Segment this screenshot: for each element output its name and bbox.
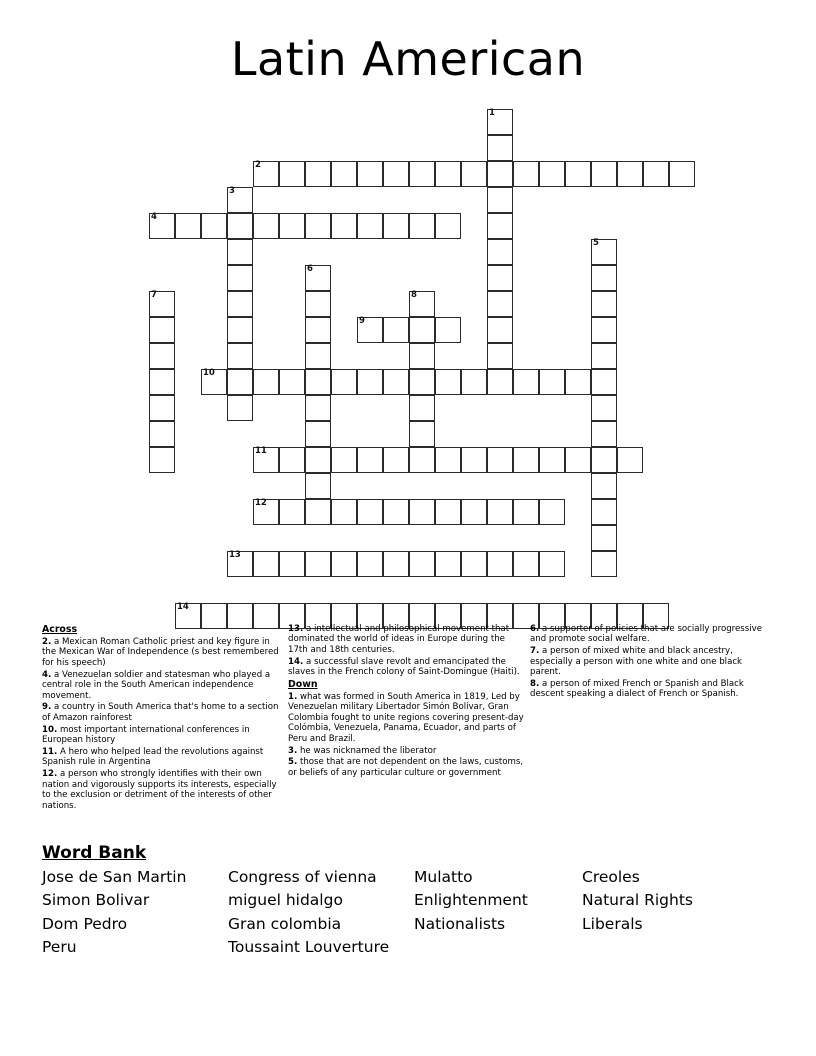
- cell-number: 2: [255, 160, 261, 170]
- crossword-cell[interactable]: [409, 447, 435, 473]
- crossword-cell[interactable]: [149, 395, 175, 421]
- crossword-cell[interactable]: [383, 499, 409, 525]
- crossword-cell[interactable]: [331, 213, 357, 239]
- crossword-cell[interactable]: [487, 265, 513, 291]
- crossword-cell[interactable]: [487, 187, 513, 213]
- crossword-cell[interactable]: [435, 317, 461, 343]
- cell-number: 6: [307, 264, 313, 274]
- clue-number: 3.: [288, 745, 298, 756]
- crossword-cell[interactable]: [617, 161, 643, 187]
- crossword-cell[interactable]: [357, 317, 383, 343]
- crossword-cell[interactable]: [227, 291, 253, 317]
- crossword-cell[interactable]: [201, 213, 227, 239]
- clue-text: what was formed in South America in 1819, Led by Venezuelan military Libertador Simón Bolívar, Gran Colombia fought to unite regions covering present-day Colómbia, Venezuela, Panama, Ecuador, and parts of Peru and Brazil.: [288, 692, 524, 744]
- crossword-cell[interactable]: [461, 551, 487, 577]
- clue-number: 4.: [42, 669, 52, 680]
- crossword-cell[interactable]: [227, 265, 253, 291]
- word-bank-word[interactable]: Peru: [42, 938, 77, 957]
- crossword-cell[interactable]: [617, 447, 643, 473]
- crossword-cell[interactable]: [435, 551, 461, 577]
- crossword-cell[interactable]: [253, 369, 279, 395]
- clues-column-1: [42, 624, 280, 813]
- cell-number: 11: [255, 446, 267, 456]
- crossword-cell[interactable]: [357, 447, 383, 473]
- crossword-cell[interactable]: [331, 551, 357, 577]
- crossword-cell[interactable]: [591, 395, 617, 421]
- crossword-cell[interactable]: [149, 369, 175, 395]
- crossword-cell[interactable]: [409, 369, 435, 395]
- clue-item: [288, 692, 526, 744]
- crossword-cell[interactable]: [513, 551, 539, 577]
- crossword-cell[interactable]: [331, 447, 357, 473]
- crossword-cell[interactable]: [383, 447, 409, 473]
- crossword-cell[interactable]: [513, 369, 539, 395]
- crossword-cell[interactable]: [227, 369, 253, 395]
- crossword-cell[interactable]: [435, 369, 461, 395]
- clue-number: 10.: [42, 724, 58, 735]
- clue-number: 8.: [530, 679, 540, 690]
- cell-number: 10: [203, 368, 215, 378]
- crossword-cell[interactable]: [591, 447, 617, 473]
- clue-item: [530, 624, 772, 645]
- crossword-cell[interactable]: [149, 447, 175, 473]
- crossword-cell[interactable]: [331, 499, 357, 525]
- crossword-cell[interactable]: [149, 421, 175, 447]
- crossword-cell[interactable]: [305, 447, 331, 473]
- clue-number: 13.: [288, 624, 304, 634]
- word-bank-column: [42, 866, 228, 960]
- crossword-cell[interactable]: [357, 369, 383, 395]
- crossword-cell[interactable]: [435, 447, 461, 473]
- crossword-cell[interactable]: [357, 551, 383, 577]
- word-bank-word[interactable]: Enlightenment: [414, 891, 528, 910]
- crossword-cell[interactable]: [305, 265, 331, 291]
- clue-text: a person of mixed white and black ancestry, especially a person with one white and one black parent.: [530, 646, 743, 678]
- clue-number: 7.: [530, 646, 540, 657]
- crossword-cell[interactable]: [591, 343, 617, 369]
- crossword-cell[interactable]: [305, 473, 331, 499]
- crossword-cell[interactable]: [539, 447, 565, 473]
- crossword-cell[interactable]: [513, 499, 539, 525]
- clue-item: [42, 702, 280, 723]
- clue-item: [42, 725, 280, 746]
- clue-item: [288, 624, 526, 655]
- crossword-cell[interactable]: [279, 161, 305, 187]
- down-heading: Down: [288, 679, 318, 691]
- crossword-cell[interactable]: [305, 421, 331, 447]
- crossword-cell[interactable]: [487, 447, 513, 473]
- crossword-cell[interactable]: [409, 291, 435, 317]
- crossword-cell[interactable]: [279, 551, 305, 577]
- cell-number: 5: [593, 238, 599, 248]
- crossword-cell[interactable]: [435, 499, 461, 525]
- crossword-cell[interactable]: [279, 447, 305, 473]
- crossword-cell[interactable]: [331, 369, 357, 395]
- crossword-cell[interactable]: [591, 317, 617, 343]
- crossword-cell[interactable]: [461, 161, 487, 187]
- clue-text: a Venezuelan soldier and statesman who played a central role in the South American independence movement.: [42, 669, 271, 701]
- crossword-cell[interactable]: [331, 161, 357, 187]
- clue-text: a person of mixed French or Spanish and Black descent speaking a dialect of French or Spanish.: [530, 679, 744, 700]
- crossword-cell[interactable]: [539, 551, 565, 577]
- cell-number: 9: [359, 316, 365, 326]
- crossword-cell[interactable]: [461, 499, 487, 525]
- crossword-cell[interactable]: [409, 343, 435, 369]
- word-bank-word[interactable]: Congress of vienna: [228, 868, 377, 886]
- crossword-cell[interactable]: [565, 369, 591, 395]
- crossword-cell[interactable]: [409, 213, 435, 239]
- crossword-cell[interactable]: [435, 213, 461, 239]
- crossword-cell[interactable]: [409, 499, 435, 525]
- crossword-cell[interactable]: [227, 239, 253, 265]
- clue-item: [288, 757, 526, 778]
- crossword-cell[interactable]: [149, 291, 175, 317]
- clue-item: [42, 747, 280, 768]
- crossword-cell[interactable]: [305, 161, 331, 187]
- word-bank-word[interactable]: miguel hidalgo: [228, 891, 343, 910]
- clue-text: a intellectual and philosophical movement that dominated the world of ideas in Europe during the 17th and 18th centuries.: [288, 624, 510, 655]
- crossword-cell[interactable]: [539, 369, 565, 395]
- word-bank-word[interactable]: Natural Rights: [582, 891, 693, 910]
- clue-number: 2.: [42, 637, 52, 647]
- crossword-cell[interactable]: [227, 395, 253, 421]
- word-bank-title: Word Bank: [42, 843, 147, 863]
- crossword-cell[interactable]: [227, 551, 253, 577]
- crossword-cell[interactable]: [591, 265, 617, 291]
- crossword-cell[interactable]: [383, 317, 409, 343]
- clue-number: 12.: [42, 769, 58, 780]
- crossword-cell[interactable]: [357, 499, 383, 525]
- crossword-cell[interactable]: [409, 161, 435, 187]
- crossword-cell[interactable]: [253, 499, 279, 525]
- clue-item: [288, 746, 526, 756]
- crossword-cell[interactable]: [149, 317, 175, 343]
- cell-number: 7: [151, 290, 157, 300]
- crossword-cell[interactable]: [513, 447, 539, 473]
- crossword-cell[interactable]: [591, 551, 617, 577]
- crossword-cell[interactable]: [591, 239, 617, 265]
- crossword-cell[interactable]: [409, 395, 435, 421]
- crossword-cell[interactable]: [279, 499, 305, 525]
- clue-text: he was nicknamed the liberator: [297, 745, 437, 756]
- word-bank-word[interactable]: Liberals: [582, 914, 643, 933]
- crossword-cell[interactable]: [487, 317, 513, 343]
- crossword-cell[interactable]: [279, 213, 305, 239]
- word-bank-column: [582, 866, 762, 936]
- clue-number: 14.: [288, 656, 304, 667]
- clue-text: a person who strongly identifies with their own nation and vigorously supports its interests, especially to the exclusion or detriment of the interests of other nations.: [42, 769, 277, 811]
- crossword-cell[interactable]: [227, 317, 253, 343]
- clue-text: a successful slave revolt and emancipated the slaves in the French colony of Saint-Domingue (Haiti).: [288, 656, 520, 678]
- crossword-cell[interactable]: [539, 161, 565, 187]
- word-bank-word[interactable]: Toussaint Louverture: [228, 938, 390, 957]
- crossword-cell[interactable]: [487, 109, 513, 135]
- crossword-cell[interactable]: [565, 161, 591, 187]
- clue-item: [42, 769, 280, 811]
- crossword-cell[interactable]: [669, 161, 695, 187]
- crossword-cell[interactable]: [591, 161, 617, 187]
- clue-text: A hero who helped lead the revolutions against Spanish rule in Argentina: [42, 747, 264, 768]
- crossword-cell[interactable]: [409, 317, 435, 343]
- clue-number: 6.: [530, 624, 540, 634]
- crossword-cell[interactable]: [487, 499, 513, 525]
- clue-number: 5.: [288, 757, 298, 768]
- cell-number: 12: [255, 498, 267, 508]
- crossword-cell[interactable]: [513, 161, 539, 187]
- crossword-cell[interactable]: [591, 525, 617, 551]
- crossword-cell[interactable]: [305, 213, 331, 239]
- crossword-cell[interactable]: [461, 369, 487, 395]
- crossword-cell[interactable]: [253, 213, 279, 239]
- clue-item: [530, 646, 772, 677]
- clue-number: 11.: [42, 747, 58, 758]
- crossword-cell[interactable]: [409, 551, 435, 577]
- word-bank-column: [228, 866, 414, 960]
- cell-number: 4: [151, 212, 157, 222]
- crossword-cell[interactable]: [409, 421, 435, 447]
- word-bank-word[interactable]: Jose de San Martin: [42, 868, 187, 886]
- crossword-cell[interactable]: [149, 343, 175, 369]
- word-bank-grid: [42, 866, 782, 960]
- word-bank-word[interactable]: Mulatto: [414, 868, 473, 886]
- crossword-cell[interactable]: [357, 161, 383, 187]
- clue-number: 1.: [288, 692, 298, 703]
- across-heading: Across: [42, 624, 78, 635]
- cell-number: 1: [489, 108, 495, 118]
- word-bank-word[interactable]: Simon Bolivar: [42, 891, 150, 910]
- clues-column-3: [530, 624, 772, 701]
- clue-item: [530, 679, 772, 700]
- clue-text: a supporter of policies that are socially progressive and promote social welfare.: [530, 624, 763, 645]
- crossword-cell[interactable]: [357, 213, 383, 239]
- crossword-cell[interactable]: [487, 213, 513, 239]
- crossword-cell[interactable]: [383, 161, 409, 187]
- cell-number: 3: [229, 186, 235, 196]
- crossword-cell[interactable]: [591, 421, 617, 447]
- clue-item: [42, 670, 280, 701]
- crossword-cell[interactable]: [487, 135, 513, 161]
- crossword-cell[interactable]: [253, 161, 279, 187]
- word-bank-section: [42, 842, 782, 960]
- crossword-cell[interactable]: [305, 317, 331, 343]
- clues-column-2: [288, 624, 526, 780]
- clue-item: [288, 657, 526, 678]
- crossword-cell[interactable]: [487, 161, 513, 187]
- clue-text: most important international conferences in European history: [42, 724, 250, 746]
- crossword-cell[interactable]: [487, 239, 513, 265]
- clue-text: a Mexican Roman Catholic priest and key figure in the Mexican War of Independence (s best remembered for his speech): [42, 637, 279, 668]
- word-bank-word[interactable]: Nationalists: [414, 914, 506, 933]
- word-bank-word[interactable]: Dom Pedro: [42, 914, 128, 933]
- crossword-cell[interactable]: [305, 499, 331, 525]
- crossword-cell[interactable]: [305, 369, 331, 395]
- cell-number: 8: [411, 290, 417, 300]
- crossword-cell[interactable]: [383, 213, 409, 239]
- crossword-cell[interactable]: [149, 213, 175, 239]
- crossword-cell[interactable]: [383, 369, 409, 395]
- clue-item: [42, 637, 280, 668]
- clue-text: those that are not dependent on the laws, customs, or beliefs of any particular culture or government: [288, 757, 524, 778]
- crossword-cell[interactable]: [487, 369, 513, 395]
- crossword-cell[interactable]: [591, 369, 617, 395]
- crossword-cell[interactable]: [591, 473, 617, 499]
- crossword-cell[interactable]: [175, 213, 201, 239]
- clues-section: [42, 624, 782, 832]
- crossword-cell[interactable]: [201, 369, 227, 395]
- crossword-cell[interactable]: [227, 343, 253, 369]
- crossword-cell[interactable]: [305, 395, 331, 421]
- page-title: Latin American: [230, 32, 586, 86]
- crossword-cell[interactable]: [565, 447, 591, 473]
- word-bank-word[interactable]: Creoles: [582, 868, 640, 886]
- word-bank-word[interactable]: Gran colombia: [228, 914, 342, 933]
- crossword-cell[interactable]: [305, 343, 331, 369]
- crossword-cell[interactable]: [435, 161, 461, 187]
- cell-number: 14: [177, 602, 189, 612]
- crossword-cell[interactable]: [227, 187, 253, 213]
- crossword-cell[interactable]: [305, 291, 331, 317]
- crossword-cell[interactable]: [539, 499, 565, 525]
- crossword-cell[interactable]: [487, 291, 513, 317]
- crossword-cell[interactable]: [591, 499, 617, 525]
- crossword-cell[interactable]: [305, 551, 331, 577]
- crossword-cell[interactable]: [487, 343, 513, 369]
- crossword-cell[interactable]: [253, 551, 279, 577]
- cell-number: 13: [229, 550, 241, 560]
- clue-number: 9.: [42, 702, 52, 713]
- crossword-cell[interactable]: [227, 213, 253, 239]
- crossword-cell[interactable]: [591, 291, 617, 317]
- crossword-cell[interactable]: [461, 447, 487, 473]
- crossword-cell[interactable]: [279, 369, 305, 395]
- crossword-cell[interactable]: [643, 161, 669, 187]
- crossword-cell[interactable]: [383, 551, 409, 577]
- crossword-cell[interactable]: [253, 447, 279, 473]
- crossword-cell[interactable]: [487, 551, 513, 577]
- clue-text: a country in South America that's home to a section of Amazon rainforest: [42, 702, 279, 723]
- word-bank-column: [414, 866, 582, 936]
